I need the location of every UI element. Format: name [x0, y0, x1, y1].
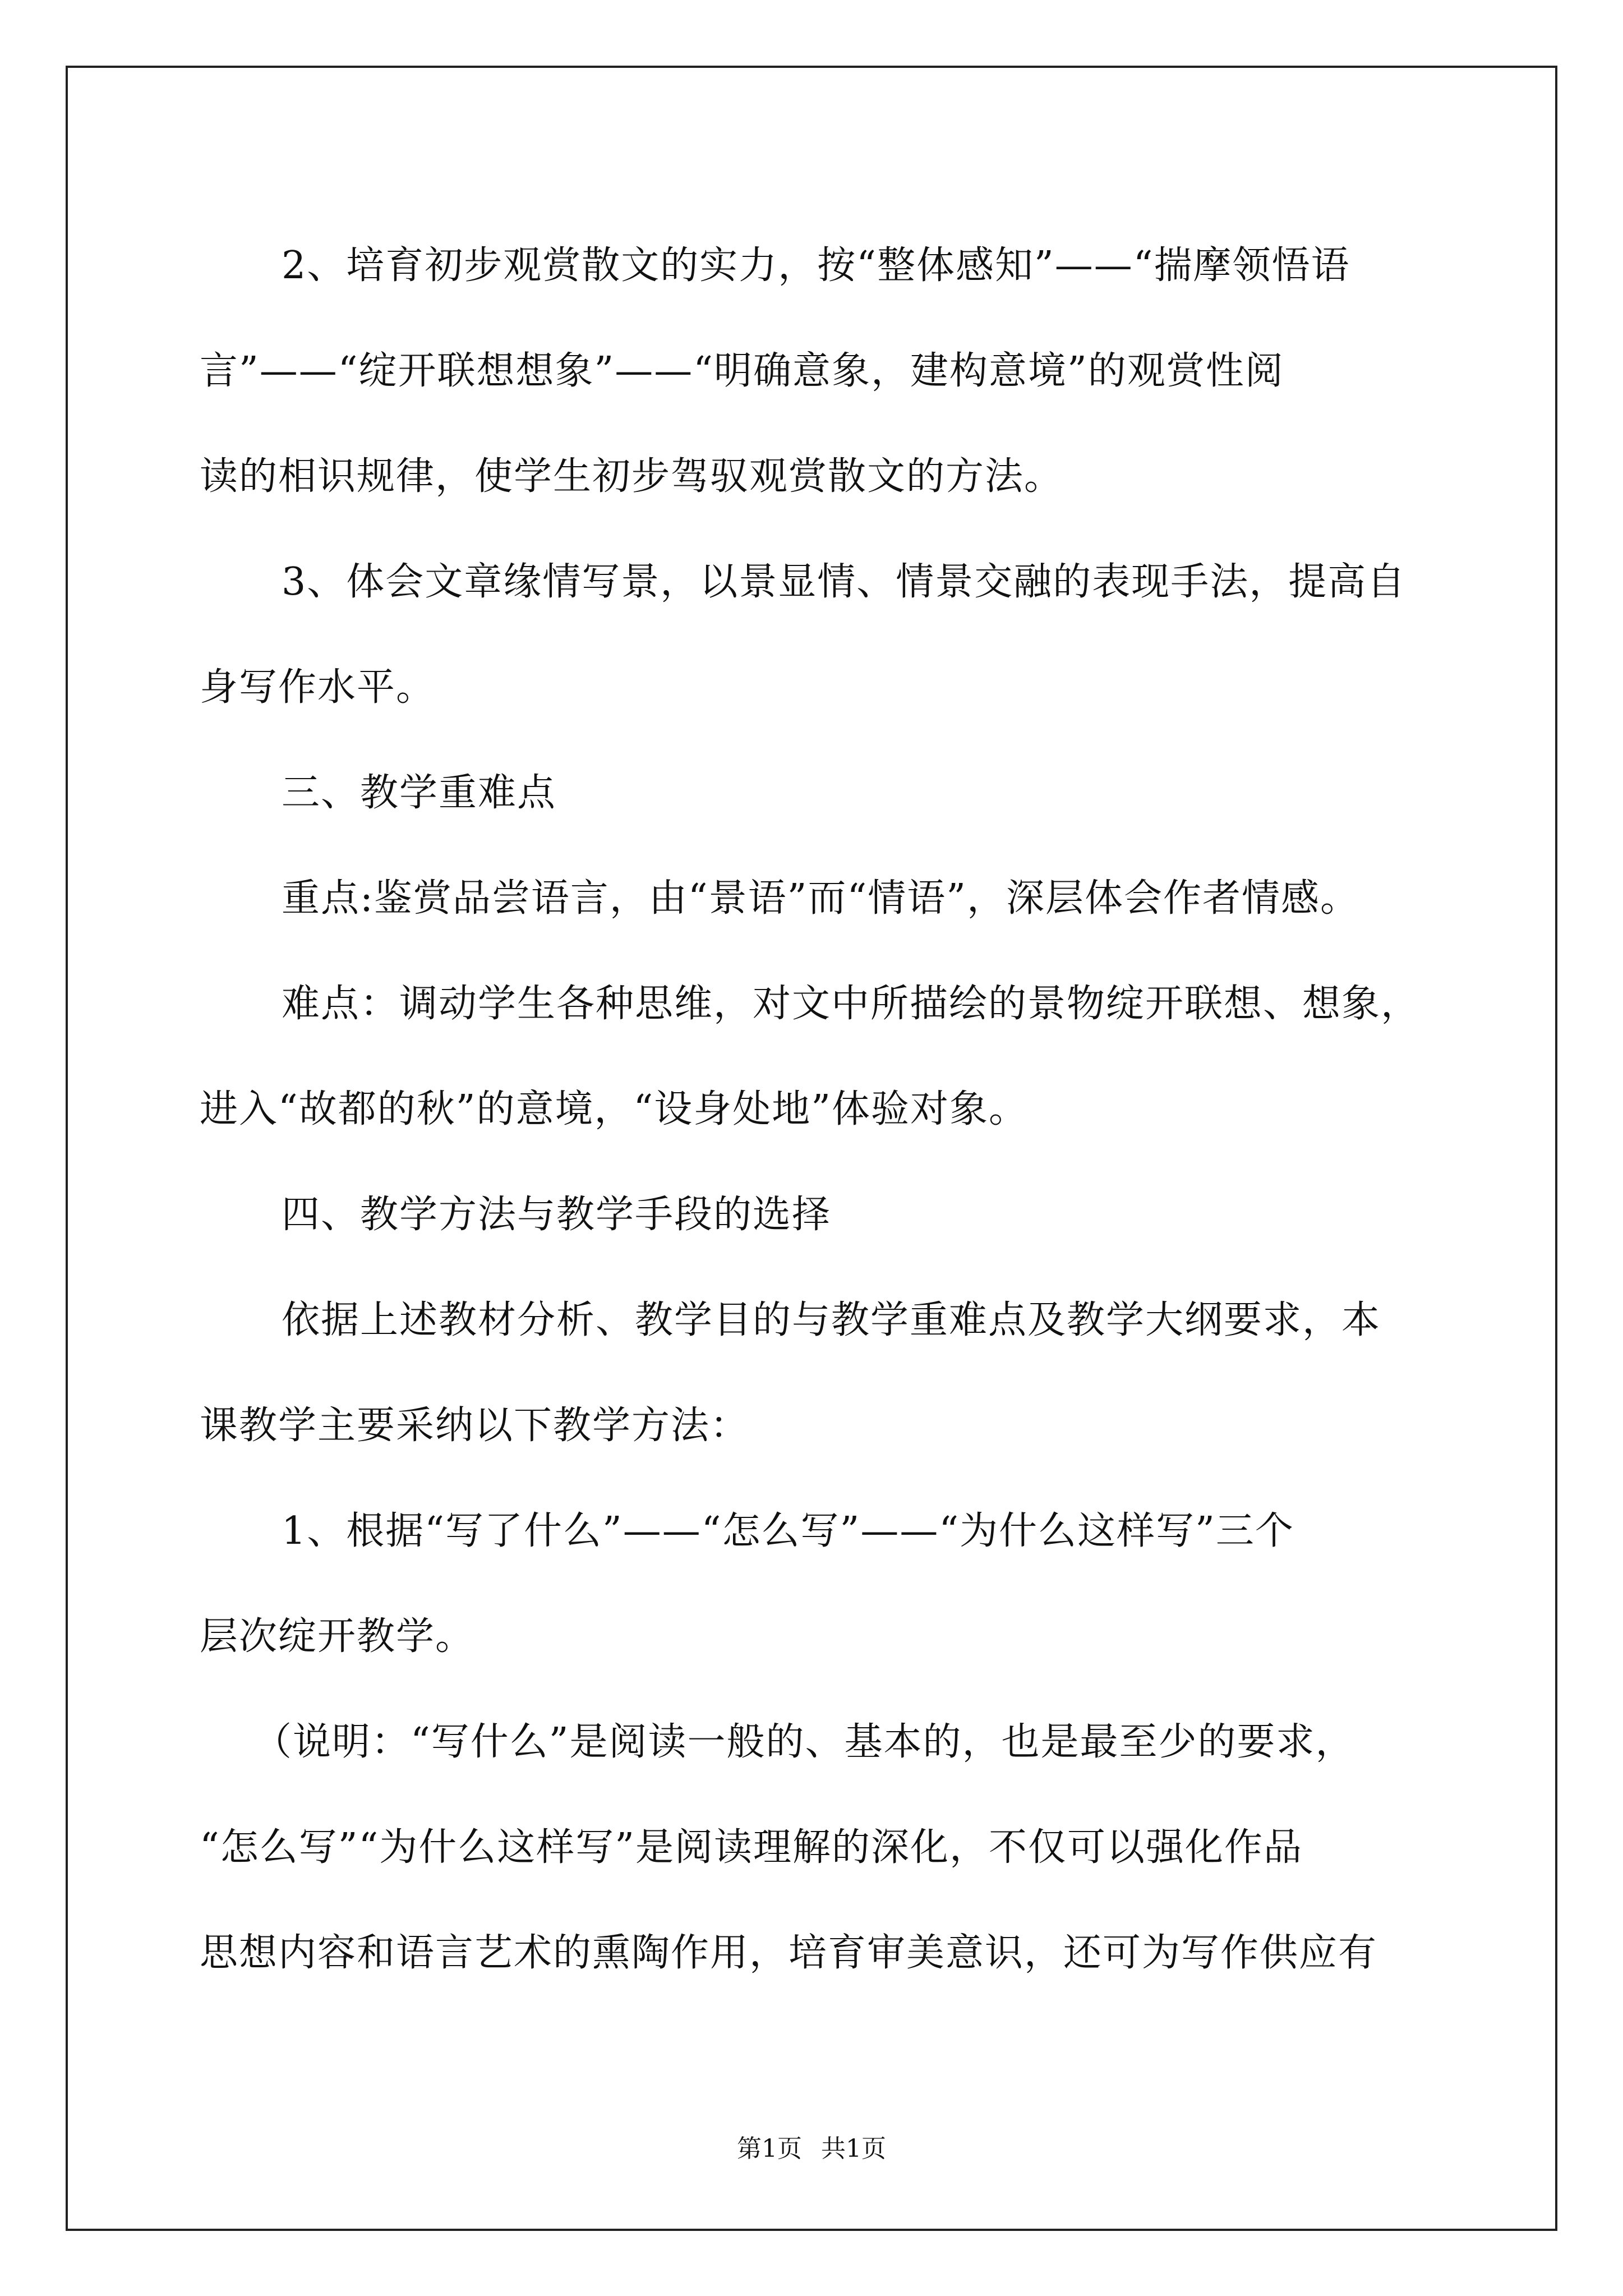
- paragraph-line: 重点:鉴赏品尝语言，由“景语”而“情语”，深层体会作者情感。: [282, 876, 1359, 921]
- paragraph-line: 难点：调动学生各种思维，对文中所描绘的景物绽开联想、想象，: [282, 982, 1421, 1026]
- section-heading: 三、教学重难点: [282, 771, 557, 815]
- section-heading: 四、教学方法与教学手段的选择: [282, 1193, 832, 1237]
- paragraph-line: 身写作水平。: [200, 665, 436, 710]
- document-body: [200, 213, 1428, 2006]
- page-number: 第1页: [737, 2134, 802, 2163]
- paragraph-line: 思想内容和语言艺术的熏陶作用，培育审美意识，还可为写作供应有: [200, 1931, 1378, 1975]
- paragraph-line: 言”——“绽开联想想象”——“明确意象，建构意境”的观赏性阅: [200, 349, 1284, 393]
- paragraph-line: 进入“故都的秋”的意境，“设身处地”体验对象。: [200, 1087, 1029, 1131]
- paragraph-line: 1、根据“写了什么”——“怎么写”——“为什么这样写”三个: [282, 1509, 1294, 1553]
- paragraph-line: 依据上述教材分析、教学目的与教学重难点及教学大纲要求，本: [282, 1298, 1381, 1342]
- paragraph-line: 读的相识规律，使学生初步驾驭观赏散文的方法。: [200, 454, 1064, 499]
- paragraph-line: 课教学主要采纳以下教学方法：: [200, 1404, 750, 1448]
- page-total: 共1页: [821, 2134, 886, 2163]
- page-footer: [0, 2128, 1623, 2164]
- paragraph-line: 层次绽开教学。: [200, 1614, 475, 1659]
- paragraph-line: “怎么写”“为什么这样写”是阅读理解的深化，不仅可以强化作品: [200, 1825, 1303, 1870]
- paragraph-line: （说明：“写什么”是阅读一般的、基本的，也是最至少的要求，: [253, 1720, 1355, 1764]
- paragraph-line: 3、体会文章缘情写景，以景显情、情景交融的表现手法，提高自: [282, 560, 1407, 604]
- paragraph-line: 2、培育初步观赏散文的实力，按“整体感知”——“揣摩领悟语: [282, 243, 1350, 288]
